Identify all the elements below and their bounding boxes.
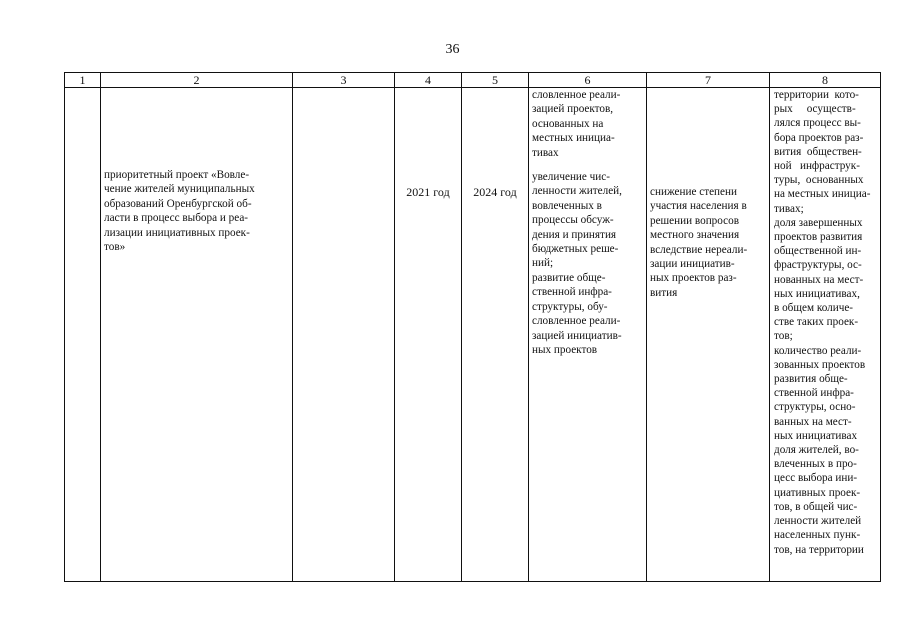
cell-col-2 — [101, 88, 293, 582]
cell-col-4 — [395, 88, 462, 582]
header-col-6: 6 — [529, 73, 647, 88]
cell-col-1 — [65, 88, 101, 582]
cell-col-8 — [770, 88, 881, 582]
cell-col-3 — [293, 88, 395, 582]
header-col-7: 7 — [647, 73, 770, 88]
start-year: 2021 год — [406, 185, 450, 199]
cell-col-6 — [529, 88, 647, 582]
header-row — [65, 73, 881, 88]
end-year: 2024 год — [473, 185, 517, 199]
header-col-1: 1 — [65, 73, 101, 88]
indicators-text: территории кото- рых осуществ- лялся процесс вы- бора проектов раз- вития обществен- ной инфраструк- туры, основанных на местных инициа- тивах; доля завершенных проектов развития общественной ин- фраструктуры, ос- нованных на мест- ных инициативах, в общем количе- стве таких проек- тов; количество реали- зованных проектов развития обще- ственной инфра- структуры, осно- ванных на мест- ных инициативах доля жителей, во- влеченных в про- цесс выбора ини- циативных проек- тов, в общей чис- ленности жителей населенных пунк- тов, на территории — [774, 89, 871, 556]
cell-col-5 — [462, 88, 529, 582]
project-name: приоритетный проект «Вовле- чение жителей муниципальных образований Оренбургской об- ласти в процесс выбора и реа- лизации инициативных проек- тов» — [104, 169, 255, 254]
header-col-2: 2 — [101, 73, 293, 88]
header-col-8: 8 — [770, 73, 881, 88]
expected-results: увеличение чис- ленности жителей, вовлеченных в процессы обсуж- дения и принятия бюджетных реше- ний; развитие обще- ственной инфра- структуры, обу- словленное реали- зацией инициатив- ных проектов — [532, 171, 622, 356]
results-continued: словленное реали- зацией проектов, основанных на местных инициа- тивах — [532, 89, 621, 159]
table-row — [65, 88, 881, 582]
page-number: 36 — [445, 42, 460, 57]
cell-col-7 — [647, 88, 770, 582]
risks-text: снижение степени участия населения в решении вопросов местного значения вследствие нереали- зации инициатив- ных проектов раз- вития — [650, 186, 748, 299]
header-col-3: 3 — [293, 73, 395, 88]
header-col-4: 4 — [395, 73, 462, 88]
header-col-5: 5 — [462, 73, 529, 88]
program-table — [64, 72, 881, 582]
